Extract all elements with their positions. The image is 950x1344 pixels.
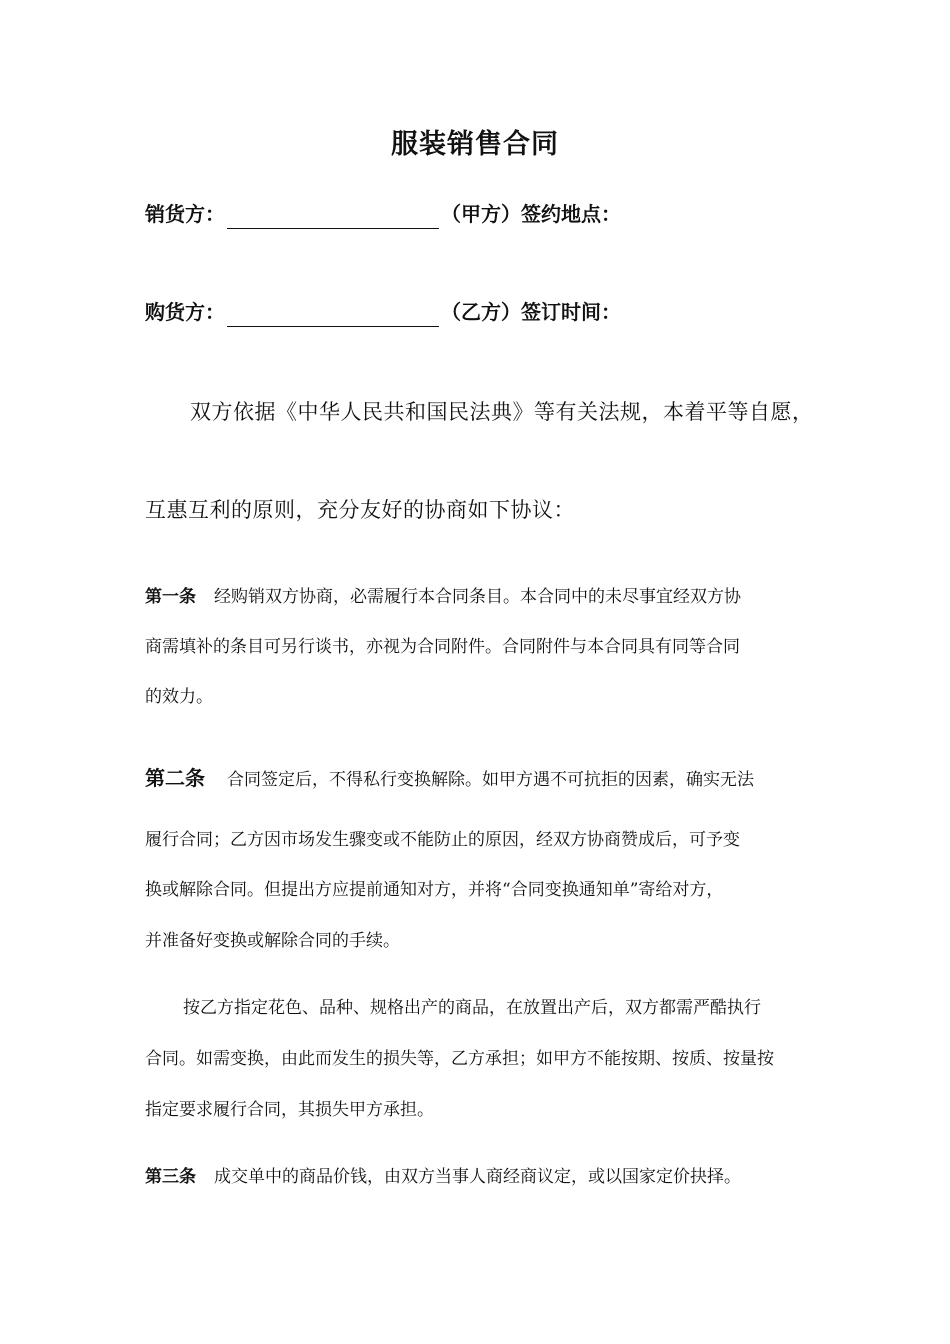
- article-2-para2-line-3: 指定要求履行合同，其损失甲方承担。: [145, 1100, 434, 1120]
- seller-line: [145, 199, 621, 229]
- article-2-para2-line-1: 按乙方指定花色、品种、规格出产的商品，在放置出产后，双方都需严酷执行: [183, 998, 761, 1018]
- buyer-label: 购货方：: [145, 300, 225, 324]
- buyer-suffix: （乙方）签订时间：: [441, 300, 621, 324]
- document-title: 服装销售合同: [391, 129, 559, 160]
- article-2-para2-line-2: 合同。如需变换，由此而发生的损失等，乙方承担；如甲方不能按期、按质、按量按: [145, 1049, 774, 1069]
- article-1-line-1: [145, 582, 741, 607]
- intro-line-1: 双方依据《中华人民共和国民法典》等有关法规，本着平等自愿，: [190, 400, 814, 424]
- buyer-line: [145, 297, 621, 327]
- article-2-heading: 第二条: [145, 766, 205, 790]
- article-2-line-4: 并准备好变换或解除合同的手续。: [145, 931, 400, 951]
- seller-suffix: （甲方）签约地点：: [441, 202, 621, 226]
- article-2-line-2: 履行合同；乙方因市场发生骤变或不能防止的原因，经双方协商赞成后，可予变: [145, 830, 740, 850]
- article-1-line-3: 的效力。: [145, 687, 213, 707]
- article-2-line-3: 换或解除合同。但提出方应提前通知对方，并将“合同变换通知单”寄给对方，: [145, 880, 724, 900]
- article-2-text-1: 合同签定后，不得私行变换解除。如甲方遇不可抗拒的因素，确实无法: [227, 770, 754, 790]
- article-3-heading: 第三条: [145, 1167, 196, 1187]
- buyer-blank[interactable]: [227, 304, 439, 327]
- article-1-text-1: 经购销双方协商，必需履行本合同条目。本合同中的未尽事宜经双方协: [214, 587, 741, 607]
- intro-line-2: 互惠互利的原则，充分友好的协商如下协议：: [145, 498, 575, 522]
- article-3-text-1: 成交单中的商品价钱，由双方当事人商经商议定，或以国家定价抉择。: [214, 1167, 741, 1187]
- seller-blank[interactable]: [227, 206, 439, 229]
- article-1-line-2: 商需填补的条目可另行谈书，亦视为合同附件。合同附件与本合同具有同等合同: [145, 637, 740, 657]
- article-3-line-1: [145, 1162, 741, 1187]
- article-2-line-1: [145, 762, 754, 791]
- seller-label: 销货方：: [145, 202, 225, 226]
- article-1-heading: 第一条: [145, 587, 196, 607]
